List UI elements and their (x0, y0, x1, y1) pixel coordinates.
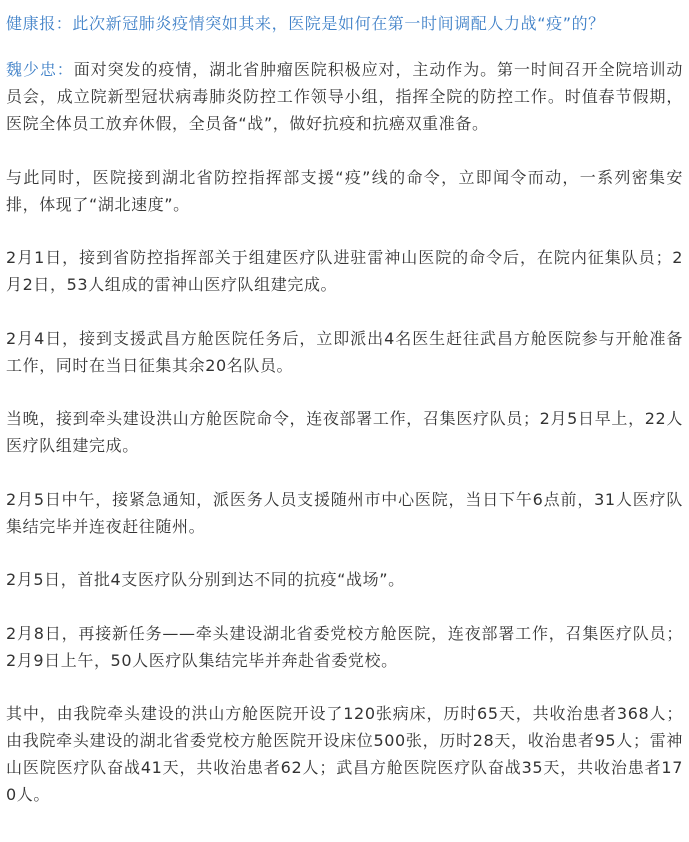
speaker-name: 魏少忠： (6, 60, 74, 79)
paragraph-feb4-wuchang: 2月4日，接到支援武昌方舱医院任务后，立即派出4名医生赶往武昌方舱医院参与开舱准备工作，同时在当日征集其余20名队员。 (6, 328, 683, 375)
paragraph-feb5-suizhou: 2月5日中午，接紧急通知，派医务人员支援随州市中心医院，当日下午6点前，31人医疗队集结完毕并连夜赶往随州。 (6, 489, 683, 536)
paragraph-hongshan: 当晚，接到牵头建设洪山方舱医院命令，连夜部署工作，召集医疗队员；2月5日早上，22人医疗队组建完成。 (6, 409, 683, 455)
interview-question: 健康报：此次新冠肺炎疫情突如其来，医院是如何在第一时间调配人力战“疫”的？ (6, 14, 605, 33)
paragraph-hubei-speed: 与此同时，医院接到湖北省防控指挥部支援“疫”线的命令，立即闻令而动，一系列密集安排，体现了“湖北速度”。 (6, 167, 683, 214)
paragraph-feb8-party-school: 2月8日，再接新任务——牵头建设湖北省委党校方舱医院，连夜部署工作，召集医疗队员；2月9日上午，50人医疗队集结完毕并奔赴省委党校。 (6, 623, 683, 670)
paragraph-feb1-leishenshan: 2月1日，接到省防控指挥部关于组建医疗队进驻雷神山医院的命令后，在院内征集队员；2月2日，53人组成的雷神山医疗队组建完成。 (6, 248, 683, 294)
paragraph-feb5-first-batch: 2月5日，首批4支医疗队分别到达不同的抗疫“战场”。 (6, 570, 405, 589)
answer-intro-text: 面对突发的疫情，湖北省肿瘤医院积极应对，主动作为。第一时间召开全院培训动员会，成立院新型冠状病毒肺炎防控工作领导小组，指挥全院的防控工作。时值春节假期，医院全体员工放弃休假，全员备“战”，做好抗疫和抗癌双重准备。 (6, 60, 683, 133)
paragraph-summary-stats: 其中，由我院牵头建设的洪山方舱医院开设了120张病床，历时65天，共收治患者368人；由我院牵头建设的湖北省委党校方舱医院开设床位500张，历时28天，收治患者95人；雷神山医院医疗队奋战41天，共收治患者62人；武昌方舱医院医疗队奋战35天，共收治患者170人。 (6, 704, 683, 804)
answer-paragraph (6, 56, 683, 137)
